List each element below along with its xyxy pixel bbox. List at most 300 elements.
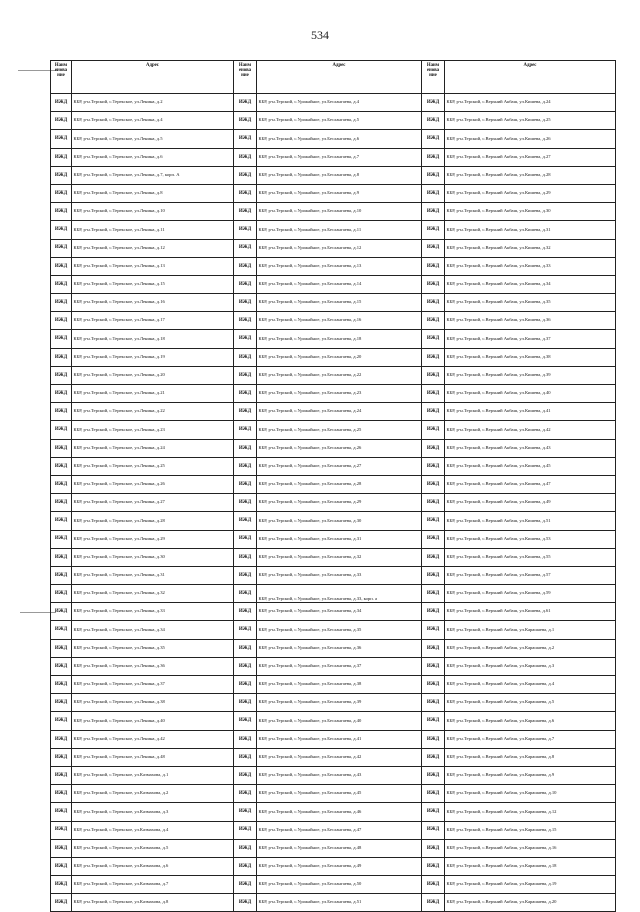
- cell-name-2: ИЖД: [234, 330, 257, 348]
- cell-address-2: КБР, р-н.Терский, с.Урожайное, ул.Беслангаева, д.50: [257, 876, 422, 894]
- cell-name-3: ИЖД: [422, 566, 445, 584]
- cell-name-3: ИЖД: [422, 275, 445, 293]
- cell-address-1: КБР, р-н.Терский, с.Терекское, ул.Ленина, д.29: [72, 530, 234, 548]
- cell-name-3: ИЖД: [422, 112, 445, 130]
- cell-name-1: ИЖД: [51, 239, 72, 257]
- cell-address-2: КБР, р-н.Терский, с.Урожайное, ул.Беслангаева, д.15: [257, 294, 422, 312]
- cell-name-2: ИЖД: [234, 203, 257, 221]
- cell-address-2: КБР, р-н.Терский, с.Урожайное, ул.Беслангаева, д.34: [257, 603, 422, 621]
- table-row: [51, 239, 616, 257]
- cell-name-2: ИЖД: [234, 566, 257, 584]
- table-row: [51, 112, 616, 130]
- cell-address-1: КБР, р-н.Терский, с.Терекское, ул.Ленина, д.35: [72, 639, 234, 657]
- cell-address-1: КБР, р-н.Терский, с.Терекское, ул.Ленина, д.24: [72, 439, 234, 457]
- table-row: [51, 512, 616, 530]
- cell-address-1: КБР, р-н.Терский, с.Терекское, ул.Ленина, д.34: [72, 621, 234, 639]
- cell-name-1: ИЖД: [51, 839, 72, 857]
- table-row: [51, 766, 616, 784]
- cell-name-1: ИЖД: [51, 639, 72, 657]
- table-row: [51, 839, 616, 857]
- header-name-1: Наим енова ние: [51, 61, 72, 94]
- cell-name-2: ИЖД: [234, 821, 257, 839]
- table-row: [51, 876, 616, 894]
- cell-name-1: ИЖД: [51, 221, 72, 239]
- table-row: [51, 585, 616, 603]
- cell-name-1: ИЖД: [51, 130, 72, 148]
- header-address-3: Адрес: [445, 61, 616, 94]
- cell-name-1: ИЖД: [51, 530, 72, 548]
- cell-name-2: ИЖД: [234, 239, 257, 257]
- cell-address-3: КБР, р-н.Терский, с.Верхний Акбаш, ул.Карашаева, д.2: [445, 639, 616, 657]
- cell-address-1: КБР, р-н.Терский, с.Терекское, ул.Ленина, д.5: [72, 130, 234, 148]
- table-body: [51, 94, 616, 912]
- table-row: [51, 894, 616, 912]
- cell-name-1: ИЖД: [51, 203, 72, 221]
- table-row: [51, 203, 616, 221]
- table-row: [51, 385, 616, 403]
- cell-address-3: КБР, р-н.Терский, с.Верхний Акбаш, ул.Карашаева, д.20: [445, 894, 616, 912]
- cell-address-2: КБР, р-н.Терский, с.Урожайное, ул.Беслангаева, д.45: [257, 785, 422, 803]
- cell-name-1: ИЖД: [51, 621, 72, 639]
- table-row: [51, 694, 616, 712]
- cell-name-1: ИЖД: [51, 366, 72, 384]
- cell-address-2: КБР, р-н.Терский, с.Урожайное, ул.Беслангаева, д.49: [257, 857, 422, 875]
- cell-name-3: ИЖД: [422, 603, 445, 621]
- cell-address-3: КБР, р-н.Терский, с.Верхний Акбаш, ул.Кишева, д.35: [445, 294, 616, 312]
- cell-name-3: ИЖД: [422, 348, 445, 366]
- cell-name-1: ИЖД: [51, 421, 72, 439]
- cell-address-2: КБР, р-н.Терский, с.Урожайное, ул.Беслангаева, д.35: [257, 621, 422, 639]
- cell-address-2: КБР, р-н.Терский, с.Урожайное, ул.Беслангаева, д.33: [257, 566, 422, 584]
- cell-name-3: ИЖД: [422, 203, 445, 221]
- cell-name-3: ИЖД: [422, 803, 445, 821]
- table-row: [51, 857, 616, 875]
- cell-name-1: ИЖД: [51, 257, 72, 275]
- cell-address-3: КБР, р-н.Терский, с.Верхний Акбаш, ул.Кишева, д.25: [445, 112, 616, 130]
- cell-name-1: ИЖД: [51, 330, 72, 348]
- cell-address-1: КБР, р-н.Терский, с.Терекское, ул.Ленина, д.12: [72, 239, 234, 257]
- cell-name-1: ИЖД: [51, 766, 72, 784]
- cell-address-1: КБР, р-н.Терский, с.Терекское, ул.Казмахова, д.4: [72, 821, 234, 839]
- cell-address-2: КБР, р-н.Терский, с.Урожайное, ул.Беслангаева, д.10: [257, 203, 422, 221]
- table-row: [51, 748, 616, 766]
- cell-name-3: ИЖД: [422, 730, 445, 748]
- cell-name-1: ИЖД: [51, 439, 72, 457]
- cell-name-2: ИЖД: [234, 475, 257, 493]
- cell-address-3: КБР, р-н.Терский, с.Верхний Акбаш, ул.Кишева, д.39: [445, 366, 616, 384]
- cell-address-3: КБР, р-н.Терский, с.Верхний Акбаш, ул.Кишева, д.34: [445, 275, 616, 293]
- cell-name-2: ИЖД: [234, 494, 257, 512]
- cell-name-3: ИЖД: [422, 657, 445, 675]
- cell-name-3: ИЖД: [422, 366, 445, 384]
- cell-address-3: КБР, р-н.Терский, с.Верхний Акбаш, ул.Карашаева, д.12: [445, 803, 616, 821]
- cell-name-2: ИЖД: [234, 639, 257, 657]
- table-row: [51, 221, 616, 239]
- cell-address-1: КБР, р-н.Терский, с.Терекское, ул.Ленина, д.15: [72, 275, 234, 293]
- cell-address-3: КБР, р-н.Терский, с.Верхний Акбаш, ул.Карашаева, д.3: [445, 657, 616, 675]
- cell-address-2: КБР, р-н.Терский, с.Урожайное, ул.Беслангаева, д.27: [257, 457, 422, 475]
- cell-address-2: КБР, р-н.Терский, с.Урожайное, ул.Беслангаева, д.29: [257, 494, 422, 512]
- cell-address-2: КБР, р-н.Терский, с.Урожайное, ул.Беслангаева, д.32: [257, 548, 422, 566]
- cell-name-1: ИЖД: [51, 785, 72, 803]
- table-row: [51, 639, 616, 657]
- cell-name-3: ИЖД: [422, 766, 445, 784]
- cell-name-2: ИЖД: [234, 766, 257, 784]
- cell-address-3: КБР, р-н.Терский, с.Верхний Акбаш, ул.Кишева, д.28: [445, 166, 616, 184]
- cell-name-2: ИЖД: [234, 803, 257, 821]
- cell-address-1: КБР, р-н.Терский, с.Терекское, ул.Казмахова, д.3: [72, 803, 234, 821]
- table-row: [51, 421, 616, 439]
- cell-address-3: КБР, р-н.Терский, с.Верхний Акбаш, ул.Кишева, д.29: [445, 184, 616, 202]
- cell-address-3: КБР, р-н.Терский, с.Верхний Акбаш, ул.Кишева, д.27: [445, 148, 616, 166]
- table-row: [51, 439, 616, 457]
- cell-address-1: КБР, р-н.Терский, с.Терекское, ул.Ленина, д.17: [72, 312, 234, 330]
- cell-name-3: ИЖД: [422, 475, 445, 493]
- cell-address-3: КБР, р-н.Терский, с.Верхний Акбаш, ул.Кишева, д.26: [445, 130, 616, 148]
- cell-name-2: ИЖД: [234, 112, 257, 130]
- cell-name-3: ИЖД: [422, 221, 445, 239]
- cell-name-3: ИЖД: [422, 148, 445, 166]
- cell-address-1: КБР, р-н.Терский, с.Терекское, ул.Ленина, д.31: [72, 566, 234, 584]
- cell-name-1: ИЖД: [51, 657, 72, 675]
- cell-address-3: КБР, р-н.Терский, с.Верхний Акбаш, ул.Карашаева, д.5: [445, 694, 616, 712]
- cell-address-3: КБР, р-н.Терский, с.Верхний Акбаш, ул.Кишева, д.31: [445, 221, 616, 239]
- cell-name-3: ИЖД: [422, 166, 445, 184]
- cell-address-3: КБР, р-н.Терский, с.Верхний Акбаш, ул.Карашаева, д.9: [445, 766, 616, 784]
- cell-address-1: КБР, р-н.Терский, с.Терекское, ул.Ленина, д.23: [72, 421, 234, 439]
- table-row: [51, 184, 616, 202]
- cell-address-1: КБР, р-н.Терский, с.Терекское, ул.Ленина, д.18: [72, 330, 234, 348]
- cell-address-2: КБР, р-н.Терский, с.Урожайное, ул.Беслангаева, д.51: [257, 894, 422, 912]
- cell-address-2: КБР, р-н.Терский, с.Урожайное, ул.Беслангаева, д.37: [257, 657, 422, 675]
- cell-name-3: ИЖД: [422, 421, 445, 439]
- cell-name-2: ИЖД: [234, 421, 257, 439]
- header-address-1: Адрес: [72, 61, 234, 94]
- cell-name-2: ИЖД: [234, 348, 257, 366]
- cell-address-2: КБР, р-н.Терский, с.Урожайное, ул.Беслангаева, д.14: [257, 275, 422, 293]
- cell-address-1: КБР, р-н.Терский, с.Терекское, ул.Ленина, д.25: [72, 457, 234, 475]
- header-name-3: Наим енова ние: [422, 61, 445, 94]
- cell-name-3: ИЖД: [422, 239, 445, 257]
- cell-address-2: КБР, р-н.Терский, с.Урожайное, ул.Беслангаева, д.9: [257, 184, 422, 202]
- page-number: 534: [311, 28, 329, 42]
- cell-name-1: ИЖД: [51, 694, 72, 712]
- cell-name-3: ИЖД: [422, 457, 445, 475]
- cell-address-1: КБР, р-н.Терский, с.Терекское, ул.Казмахова, д.6: [72, 857, 234, 875]
- cell-address-2: КБР, р-н.Терский, с.Урожайное, ул.Беслангаева, д.18: [257, 330, 422, 348]
- cell-address-1: КБР, р-н.Терский, с.Терекское, ул.Ленина, д.16: [72, 294, 234, 312]
- cell-name-3: ИЖД: [422, 857, 445, 875]
- cell-name-3: ИЖД: [422, 330, 445, 348]
- table-row: [51, 730, 616, 748]
- cell-name-1: ИЖД: [51, 385, 72, 403]
- cell-name-2: ИЖД: [234, 621, 257, 639]
- cell-address-3: КБР, р-н.Терский, с.Верхний Акбаш, ул.Кишева, д.41: [445, 403, 616, 421]
- cell-name-3: ИЖД: [422, 748, 445, 766]
- cell-address-3: КБР, р-н.Терский, с.Верхний Акбаш, ул.Кишева, д.43: [445, 439, 616, 457]
- cell-name-1: ИЖД: [51, 294, 72, 312]
- cell-name-1: ИЖД: [51, 475, 72, 493]
- table-row: [51, 548, 616, 566]
- cell-name-1: ИЖД: [51, 275, 72, 293]
- cell-name-3: ИЖД: [422, 639, 445, 657]
- cell-address-3: КБР, р-н.Терский, с.Верхний Акбаш, ул.Карашаева, д.8: [445, 748, 616, 766]
- cell-address-1: КБР, р-н.Терский, с.Терекское, ул.Ленина, д.40: [72, 712, 234, 730]
- cell-name-1: ИЖД: [51, 548, 72, 566]
- cell-address-3: КБР, р-н.Терский, с.Верхний Акбаш, ул.Карашаева, д.15: [445, 821, 616, 839]
- cell-name-3: ИЖД: [422, 894, 445, 912]
- cell-address-3: КБР, р-н.Терский, с.Верхний Акбаш, ул.Карашаева, д.4: [445, 676, 616, 694]
- cell-address-2: КБР, р-н.Терский, с.Урожайное, ул.Беслангаева, д.4: [257, 94, 422, 112]
- cell-name-2: ИЖД: [234, 512, 257, 530]
- cell-name-2: ИЖД: [234, 257, 257, 275]
- cell-address-3: КБР, р-н.Терский, с.Верхний Акбаш, ул.Кишева, д.37: [445, 330, 616, 348]
- cell-address-2: КБР, р-н.Терский, с.Урожайное, ул.Беслангаева, д.6: [257, 130, 422, 148]
- cell-name-1: ИЖД: [51, 803, 72, 821]
- cell-address-1: КБР, р-н.Терский, с.Терекское, ул.Ленина, д.36: [72, 657, 234, 675]
- cell-name-1: ИЖД: [51, 857, 72, 875]
- cell-address-1: КБР, р-н.Терский, с.Терекское, ул.Ленина, д.7, корп. А: [72, 166, 234, 184]
- cell-address-3: КБР, р-н.Терский, с.Верхний Акбаш, ул.Кишева, д.36: [445, 312, 616, 330]
- cell-address-3: КБР, р-н.Терский, с.Верхний Акбаш, ул.Кишева, д.59: [445, 585, 616, 603]
- cell-address-2: КБР, р-н.Терский, с.Урожайное, ул.Беслангаева, д.25: [257, 421, 422, 439]
- cell-address-2: КБР, р-н.Терский, с.Урожайное, ул.Беслангаева, д.47: [257, 821, 422, 839]
- table-row: [51, 457, 616, 475]
- cell-name-2: ИЖД: [234, 839, 257, 857]
- cell-address-2: КБР, р-н.Терский, с.Урожайное, ул.Беслангаева, д.11: [257, 221, 422, 239]
- cell-name-3: ИЖД: [422, 621, 445, 639]
- cell-address-3: КБР, р-н.Терский, с.Верхний Акбаш, ул.Кишева, д.45: [445, 457, 616, 475]
- cell-name-2: ИЖД: [234, 548, 257, 566]
- table-row: [51, 712, 616, 730]
- table-row: [51, 494, 616, 512]
- cell-address-1: КБР, р-н.Терский, с.Терекское, ул.Ленина, д.27: [72, 494, 234, 512]
- cell-name-2: ИЖД: [234, 366, 257, 384]
- cell-name-1: ИЖД: [51, 712, 72, 730]
- cell-address-1: КБР, р-н.Терский, с.Терекское, ул.Ленина, д.30: [72, 548, 234, 566]
- cell-name-1: ИЖД: [51, 494, 72, 512]
- cell-name-2: ИЖД: [234, 530, 257, 548]
- cell-name-3: ИЖД: [422, 494, 445, 512]
- cell-address-1: КБР, р-н.Терский, с.Терекское, ул.Ленина, д.20: [72, 366, 234, 384]
- cell-address-2: КБР, р-н.Терский, с.Урожайное, ул.Беслангаева, д.41: [257, 730, 422, 748]
- table-row: [51, 294, 616, 312]
- cell-name-3: ИЖД: [422, 403, 445, 421]
- cell-address-2: КБР, р-н.Терский, с.Урожайное, ул.Беслангаева, д.22: [257, 366, 422, 384]
- cell-address-3: КБР, р-н.Терский, с.Верхний Акбаш, ул.Кишева, д.30: [445, 203, 616, 221]
- cell-address-2: КБР, р-н.Терский, с.Урожайное, ул.Беслангаева, д.36: [257, 639, 422, 657]
- header-address-2: Адрес: [257, 61, 422, 94]
- cell-name-2: ИЖД: [234, 312, 257, 330]
- cell-name-1: ИЖД: [51, 184, 72, 202]
- cell-address-2: КБР, р-н.Терский, с.Урожайное, ул.Беслангаева, д.33, корп. а: [257, 585, 422, 603]
- cell-name-2: ИЖД: [234, 894, 257, 912]
- cell-name-3: ИЖД: [422, 785, 445, 803]
- table-row: [51, 403, 616, 421]
- cell-address-3: КБР, р-н.Терский, с.Верхний Акбаш, ул.Кишева, д.24: [445, 94, 616, 112]
- cell-name-2: ИЖД: [234, 748, 257, 766]
- cell-address-3: КБР, р-н.Терский, с.Верхний Акбаш, ул.Карашаева, д.6: [445, 712, 616, 730]
- cell-address-3: КБР, р-н.Терский, с.Верхний Акбаш, ул.Карашаева, д.7: [445, 730, 616, 748]
- cell-address-1: КБР, р-н.Терский, с.Терекское, ул.Ленина, д.8: [72, 184, 234, 202]
- cell-name-3: ИЖД: [422, 676, 445, 694]
- table-row: [51, 821, 616, 839]
- table-row: [51, 257, 616, 275]
- cell-name-3: ИЖД: [422, 94, 445, 112]
- table-row: [51, 312, 616, 330]
- table-row: [51, 657, 616, 675]
- table-row: [51, 676, 616, 694]
- cell-name-1: ИЖД: [51, 603, 72, 621]
- cell-address-1: КБР, р-н.Терский, с.Терекское, ул.Ленина, д.38: [72, 694, 234, 712]
- cell-name-3: ИЖД: [422, 712, 445, 730]
- cell-name-2: ИЖД: [234, 676, 257, 694]
- cell-name-3: ИЖД: [422, 294, 445, 312]
- cell-name-1: ИЖД: [51, 676, 72, 694]
- cell-name-2: ИЖД: [234, 275, 257, 293]
- cell-name-2: ИЖД: [234, 221, 257, 239]
- cell-name-2: ИЖД: [234, 785, 257, 803]
- cell-name-3: ИЖД: [422, 257, 445, 275]
- cell-name-1: ИЖД: [51, 512, 72, 530]
- table-row: [51, 275, 616, 293]
- cell-name-3: ИЖД: [422, 312, 445, 330]
- cell-name-2: ИЖД: [234, 730, 257, 748]
- table-row: [51, 603, 616, 621]
- cell-address-2: КБР, р-н.Терский, с.Урожайное, ул.Беслангаева, д.23: [257, 385, 422, 403]
- cell-address-2: КБР, р-н.Терский, с.Урожайное, ул.Беслангаева, д.5: [257, 112, 422, 130]
- cell-address-3: КБР, р-н.Терский, с.Верхний Акбаш, ул.Кишева, д.38: [445, 348, 616, 366]
- cell-address-3: КБР, р-н.Терский, с.Верхний Акбаш, ул.Кишева, д.49: [445, 494, 616, 512]
- cell-address-3: КБР, р-н.Терский, с.Верхний Акбаш, ул.Кишева, д.55: [445, 548, 616, 566]
- cell-name-2: ИЖД: [234, 148, 257, 166]
- table-row: [51, 148, 616, 166]
- cell-name-1: ИЖД: [51, 166, 72, 184]
- cell-name-2: ИЖД: [234, 857, 257, 875]
- cell-address-2: КБР, р-н.Терский, с.Урожайное, ул.Беслангаева, д.7: [257, 148, 422, 166]
- cell-address-1: КБР, р-н.Терский, с.Терекское, ул.Ленина, д.6: [72, 148, 234, 166]
- cell-address-3: КБР, р-н.Терский, с.Верхний Акбаш, ул.Кишева, д.53: [445, 530, 616, 548]
- cell-name-1: ИЖД: [51, 348, 72, 366]
- cell-name-3: ИЖД: [422, 585, 445, 603]
- cell-name-3: ИЖД: [422, 548, 445, 566]
- cell-name-2: ИЖД: [234, 457, 257, 475]
- table-row: [51, 475, 616, 493]
- cell-address-3: КБР, р-н.Терский, с.Верхний Акбаш, ул.Карашаева, д.1: [445, 621, 616, 639]
- cell-address-2: КБР, р-н.Терский, с.Урожайное, ул.Беслангаева, д.38: [257, 676, 422, 694]
- table-row: [51, 130, 616, 148]
- cell-address-2: КБР, р-н.Терский, с.Урожайное, ул.Беслангаева, д.8: [257, 166, 422, 184]
- cell-name-2: ИЖД: [234, 876, 257, 894]
- cell-name-1: ИЖД: [51, 730, 72, 748]
- cell-name-2: ИЖД: [234, 130, 257, 148]
- cell-address-3: КБР, р-н.Терский, с.Верхний Акбаш, ул.Кишева, д.40: [445, 385, 616, 403]
- cell-address-2: КБР, р-н.Терский, с.Урожайное, ул.Беслангаева, д.26: [257, 439, 422, 457]
- cell-address-1: КБР, р-н.Терский, с.Терекское, ул.Ленина, д.21: [72, 385, 234, 403]
- cell-name-2: ИЖД: [234, 585, 257, 603]
- cell-address-2: КБР, р-н.Терский, с.Урожайное, ул.Беслангаева, д.30: [257, 512, 422, 530]
- cell-address-3: КБР, р-н.Терский, с.Верхний Акбаш, ул.Кишева, д.51: [445, 512, 616, 530]
- cell-address-3: КБР, р-н.Терский, с.Верхний Акбаш, ул.Карашаева, д.16: [445, 839, 616, 857]
- cell-name-1: ИЖД: [51, 457, 72, 475]
- cell-name-3: ИЖД: [422, 530, 445, 548]
- cell-address-1: КБР, р-н.Терский, с.Терекское, ул.Ленина, д.10: [72, 203, 234, 221]
- cell-name-1: ИЖД: [51, 403, 72, 421]
- cell-address-1: КБР, р-н.Терский, с.Терекское, ул.Казмахова, д.5: [72, 839, 234, 857]
- cell-name-2: ИЖД: [234, 694, 257, 712]
- cell-name-1: ИЖД: [51, 148, 72, 166]
- cell-name-2: ИЖД: [234, 385, 257, 403]
- cell-name-2: ИЖД: [234, 184, 257, 202]
- table-row: [51, 330, 616, 348]
- cell-address-3: КБР, р-н.Терский, с.Верхний Акбаш, ул.Карашаева, д.19: [445, 876, 616, 894]
- cell-name-2: ИЖД: [234, 439, 257, 457]
- cell-name-1: ИЖД: [51, 312, 72, 330]
- table-row: [51, 803, 616, 821]
- cell-address-1: КБР, р-н.Терский, с.Терекское, ул.Ленина, д.11: [72, 221, 234, 239]
- cell-name-2: ИЖД: [234, 94, 257, 112]
- cell-name-1: ИЖД: [51, 112, 72, 130]
- cell-address-2: КБР, р-н.Терский, с.Урожайное, ул.Беслангаева, д.16: [257, 312, 422, 330]
- cell-name-3: ИЖД: [422, 184, 445, 202]
- cell-name-2: ИЖД: [234, 294, 257, 312]
- cell-address-3: КБР, р-н.Терский, с.Верхний Акбаш, ул.Кишева, д.32: [445, 239, 616, 257]
- cell-address-1: КБР, р-н.Терский, с.Терекское, ул.Ленина, д.26: [72, 475, 234, 493]
- address-table: [50, 60, 616, 912]
- header-name-2: Наим енова ние: [234, 61, 257, 94]
- cell-address-3: КБР, р-н.Терский, с.Верхний Акбаш, ул.Карашаева, д.18: [445, 857, 616, 875]
- cell-address-1: КБР, р-н.Терский, с.Терекское, ул.Ленина, д.19: [72, 348, 234, 366]
- cell-address-2: КБР, р-н.Терский, с.Урожайное, ул.Беслангаева, д.28: [257, 475, 422, 493]
- cell-name-3: ИЖД: [422, 439, 445, 457]
- cell-name-3: ИЖД: [422, 876, 445, 894]
- cell-name-1: ИЖД: [51, 94, 72, 112]
- cell-address-1: КБР, р-н.Терский, с.Терекское, ул.Казмахова, д.2: [72, 785, 234, 803]
- cell-address-2: КБР, р-н.Терский, с.Урожайное, ул.Беслангаева, д.20: [257, 348, 422, 366]
- cell-address-2: КБР, р-н.Терский, с.Урожайное, ул.Беслангаева, д.24: [257, 403, 422, 421]
- cell-address-2: КБР, р-н.Терский, с.Урожайное, ул.Беслангаева, д.42: [257, 748, 422, 766]
- cell-name-3: ИЖД: [422, 385, 445, 403]
- cell-name-1: ИЖД: [51, 876, 72, 894]
- table-row: [51, 348, 616, 366]
- cell-address-2: КБР, р-н.Терский, с.Урожайное, ул.Беслангаева, д.12: [257, 239, 422, 257]
- cell-address-3: КБР, р-н.Терский, с.Верхний Акбаш, ул.Карашаева, д.10: [445, 785, 616, 803]
- cell-address-1: КБР, р-н.Терский, с.Терекское, ул.Казмахова, д.1: [72, 766, 234, 784]
- cell-address-2: КБР, р-н.Терский, с.Урожайное, ул.Беслангаева, д.48: [257, 839, 422, 857]
- cell-name-3: ИЖД: [422, 512, 445, 530]
- cell-address-3: КБР, р-н.Терский, с.Верхний Акбаш, ул.Кишева, д.47: [445, 475, 616, 493]
- table-row: [51, 94, 616, 112]
- cell-name-2: ИЖД: [234, 166, 257, 184]
- cell-address-1: КБР, р-н.Терский, с.Терекское, ул.Ленина, д.4: [72, 112, 234, 130]
- cell-address-3: КБР, р-н.Терский, с.Верхний Акбаш, ул.Кишева, д.57: [445, 566, 616, 584]
- cell-name-3: ИЖД: [422, 821, 445, 839]
- cell-name-2: ИЖД: [234, 403, 257, 421]
- cell-address-2: КБР, р-н.Терский, с.Урожайное, ул.Беслангаева, д.43: [257, 766, 422, 784]
- cell-name-3: ИЖД: [422, 694, 445, 712]
- cell-address-2: КБР, р-н.Терский, с.Урожайное, ул.Беслангаева, д.31: [257, 530, 422, 548]
- cell-name-1: ИЖД: [51, 748, 72, 766]
- table-header-row: [51, 61, 616, 94]
- cell-address-3: КБР, р-н.Терский, с.Верхний Акбаш, ул.Кишева, д.61: [445, 603, 616, 621]
- cell-name-3: ИЖД: [422, 839, 445, 857]
- cell-address-2: КБР, р-н.Терский, с.Урожайное, ул.Беслангаева, д.40: [257, 712, 422, 730]
- cell-name-1: ИЖД: [51, 585, 72, 603]
- table-row: [51, 566, 616, 584]
- cell-address-1: КБР, р-н.Терский, с.Терекское, ул.Ленина, д.28: [72, 512, 234, 530]
- cell-name-2: ИЖД: [234, 603, 257, 621]
- cell-address-1: КБР, р-н.Терский, с.Терекское, ул.Ленина, д.13: [72, 257, 234, 275]
